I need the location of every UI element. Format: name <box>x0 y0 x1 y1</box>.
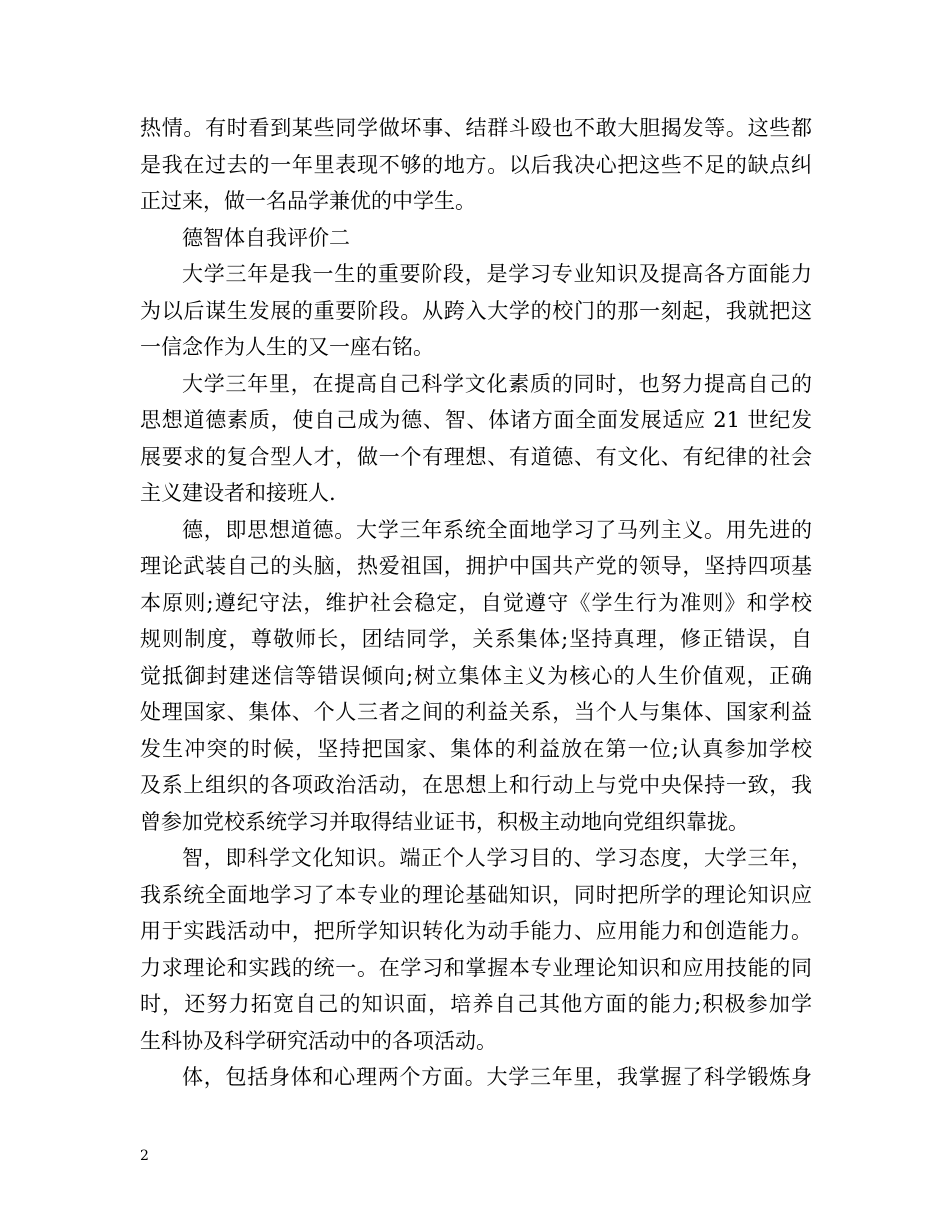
text-line: 大学三年是我一生的重要阶段，是学习专业知识及提高各方面能力 <box>182 262 812 286</box>
text-line: 是我在过去的一年里表现不够的地方。以后我决心把这些不足的缺点纠 <box>140 152 812 177</box>
text-line: 用于实践活动中，把所学知识转化为动手能力、应用能力和创造能力。 <box>140 919 812 943</box>
text-line: 力求理论和实践的统一。在学习和掌握本专业理论知识和应用技能的同 <box>140 955 812 980</box>
text-line: 展要求的复合型人才，做一个有理想、有道德、有文化、有纪律的社会 <box>140 444 812 469</box>
text-line: 德智体自我评价二 <box>182 225 350 250</box>
text-line: 本原则;遵纪守法，维护社会稳定，自觉遵守《学生行为准则》和学校 <box>140 590 812 615</box>
text-line: 我系统全面地学习了本专业的理论基础知识，同时把所学的理论知识应 <box>140 882 812 907</box>
body-text <box>140 110 812 1096</box>
text-line: 主义建设者和接班人. <box>140 481 336 505</box>
text-line: 曾参加党校系统学习并取得结业证书，积极主动地向党组织靠拢。 <box>140 809 749 834</box>
text-line: 德，即思想道德。大学三年系统全面地学习了马列主义。用先进的 <box>182 517 812 542</box>
text-line: 思想道德素质，使自己成为德、智、体诸方面全面发展适应 21 世纪发 <box>140 408 812 432</box>
text-line: 智，即科学文化知识。端正个人学习目的、学习态度，大学三年， <box>182 846 812 870</box>
text-line: 正过来，做一名品学兼优的中学生。 <box>140 189 476 213</box>
text-line: 及系上组织的各项政治活动，在思想上和行动上与党中央保持一致，我 <box>140 773 812 797</box>
text-line: 一信念作为人生的又一座右铭。 <box>140 335 434 359</box>
page-number: 2 <box>140 1148 149 1164</box>
text-line: 规则制度，尊敬师长，团结同学，关系集体;坚持真理，修正错误，自 <box>140 627 812 651</box>
text-line: 理论武装自己的头脑，热爱祖国，拥护中国共产党的领导，坚持四项基 <box>140 554 812 578</box>
text-line: 大学三年里，在提高自己科学文化素质的同时，也努力提高自己的 <box>182 371 812 396</box>
text-line: 时，还努力拓宽自己的知识面，培养自己其他方面的能力;积极参加学 <box>140 992 812 1016</box>
text-line: 觉抵御封建迷信等错误倾向;树立集体主义为核心的人生价值观，正确 <box>140 663 812 688</box>
text-line: 生科协及科学研究活动中的各项活动。 <box>140 1028 497 1053</box>
text-line: 热情。有时看到某些同学做坏事、结群斗殴也不敢大胆揭发等。这些都 <box>140 116 812 140</box>
text-line: 发生冲突的时候，坚持把国家、集体的利益放在第一位;认真参加学校 <box>140 736 812 761</box>
text-line: 为以后谋生发展的重要阶段。从跨入大学的校门的那一刻起，我就把这 <box>140 298 812 323</box>
text-line: 体，包括身体和心理两个方面。大学三年里，我掌握了科学锻炼身 <box>182 1065 812 1089</box>
text-line: 处理国家、集体、个人三者之间的利益关系，当个人与集体、国家利益 <box>140 700 812 724</box>
